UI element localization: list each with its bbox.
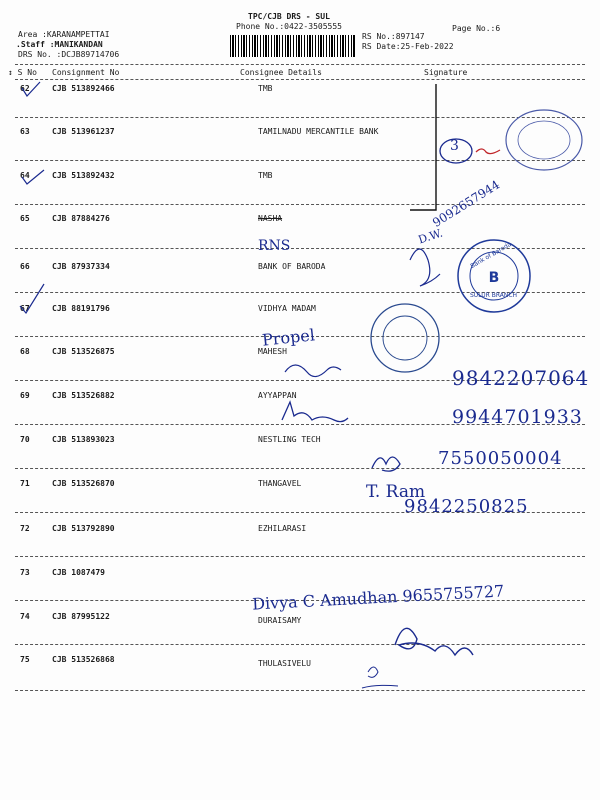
row-consignee: NASHA [258,214,283,223]
row-consignment: CJB 1087479 [52,568,105,577]
bracket-line [410,84,436,210]
signature-scribble [372,457,400,471]
row-sno: 69 [20,391,30,400]
phone-number: Phone No.:0422-3505555 [236,22,342,31]
column-sno: ↕ S No [8,68,37,77]
check-mark-icon [22,170,44,184]
row-sno: 71 [20,479,30,488]
row-consignee: DURAISAMY [258,616,302,625]
sheet-title: TPC/CJB DRS - SUL [248,12,330,21]
row-consignment: CJB 87884276 [52,214,110,223]
stamp-branch: SULUR BRANCH [470,292,518,299]
signature-scribble [285,365,341,377]
check-mark-icon [22,82,40,96]
column-signature: Signature [424,68,468,77]
rs-number: RS No.:897147 [362,32,425,41]
company-stamp-icon [371,304,439,372]
svg-text:B: B [488,270,500,286]
row-consignee: VIDHYA MADAM [258,304,316,313]
column-consignment: Consignment No [52,68,120,77]
stamp-bank: Bank of Baroda [469,240,513,271]
row-consignee: TMB [258,171,273,180]
signature-scribble [395,628,473,655]
row-consignee: AYYAPPAN [258,391,297,400]
row-sno: 68 [20,347,30,356]
row-consignee: TMB [258,84,273,93]
handwritten-phone: 9842207064 [452,366,590,390]
handwritten-phone: 7550050004 [438,448,563,469]
row-sno: 74 [20,612,30,621]
row-sno: 73 [20,568,30,577]
row-consignment: CJB 513792890 [52,524,115,533]
signature-scribble [410,249,440,286]
circled-number: 3 [450,138,459,154]
row-sno: 70 [20,435,30,444]
row-consignment: CJB 513961237 [52,127,115,136]
row-sno: 72 [20,524,30,533]
column-consignee: Consignee Details [240,68,322,77]
row-sno: 75 [20,655,30,664]
row-consignee: TAMILNADU MERCANTILE BANK [258,127,379,136]
red-scribble [476,149,500,154]
bank-stamp-icon [506,110,582,170]
row-consignment: CJB 513892466 [52,84,115,93]
signature-scribble [282,402,348,422]
handwritten-name-phone: Divya C Amudhan 9655755727 [251,581,505,614]
area-label: Area :KARANAMPETTAI [18,30,110,39]
row-consignment: CJB 87995122 [52,612,110,621]
handwritten-propel: Propel [261,325,316,350]
row-sno: 64 [20,171,30,180]
rs-date: RS Date:25-Feb-2022 [362,42,454,51]
row-consignee: NESTLING TECH [258,435,321,444]
staff-label: .Staff :MANIKANDAN [16,40,103,49]
row-consignment: CJB 513892432 [52,171,115,180]
handwritten-phone: 9092657944 [430,177,503,230]
row-sno: 63 [20,127,30,136]
handwritten-dw: D.W. [416,226,445,247]
row-consignee: THANGAVEL [258,479,302,488]
page-number: Page No.:6 [452,24,501,33]
row-consignment: CJB 513893023 [52,435,115,444]
row-consignment: CJB 513526870 [52,479,115,488]
drs-number: DRS No. :DCJB89714706 [18,50,120,59]
handwritten-rns: RNS [258,238,291,254]
row-consignment: CJB 513526875 [52,347,115,356]
row-sno: 62 [20,84,30,93]
row-consignment: CJB 88191796 [52,304,110,313]
row-consignment: CJB 87937334 [52,262,110,271]
check-mark-icon [20,284,44,313]
row-consignee: MAHESH [258,347,287,356]
row-consignee: THULASIVELU [258,659,311,668]
handwritten-name: T. Ram [366,482,426,502]
row-consignee: BANK OF BARODA [258,262,326,271]
handwritten-phone: 9944701933 [452,406,583,428]
row-consignment: CJB 513526882 [52,391,115,400]
row-sno: 65 [20,214,30,223]
row-consignment: CJB 513526868 [52,655,115,664]
row-consignee: EZHILARASI [258,524,307,533]
row-sno: 67 [20,304,30,313]
signature-scribble [362,667,398,688]
row-sno: 66 [20,262,30,271]
handwritten-phone: 9842250825 [404,496,529,517]
